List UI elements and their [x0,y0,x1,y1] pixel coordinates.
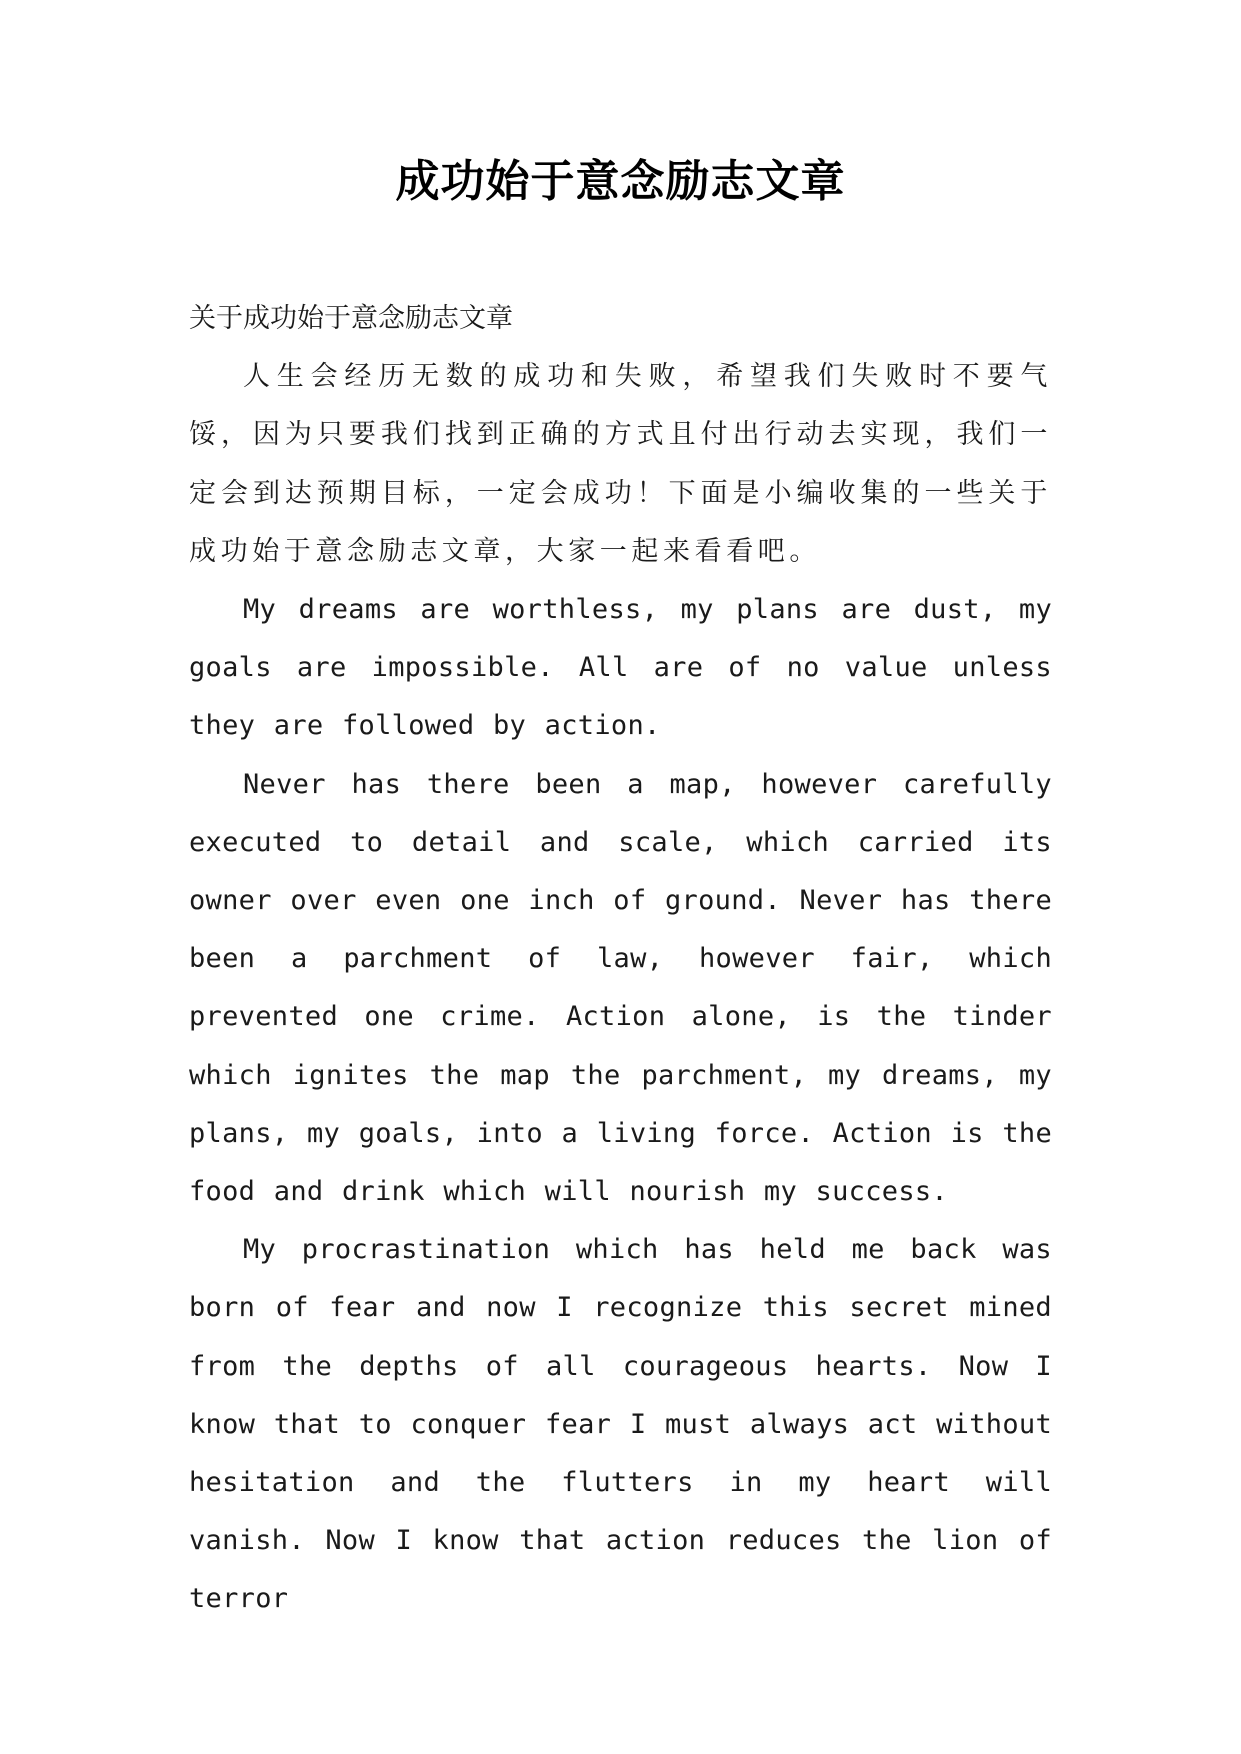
paragraph-dreams: My dreams are worthless, my plans are dust, my goals are impossible. All are of no value unless they are followed by action. [189,594,1052,742]
paragraph-procrastination: My procrastination which has held me back was born of fear and now I recognize this secret mined from the depths of all courageous hearts. Now I know that to conquer fear I must always act without hesitation and the flutters in my heart will vanish. Now I know that action reduces the lion of terror [189,1234,1052,1615]
document-body [189,290,1052,1629]
document-subtitle: 关于成功始于意念励志文章 [189,303,513,334]
document-title: 成功始于意念励志文章 [395,156,846,207]
paragraph-map: Never has there been a map, however carefully executed to detail and scale, which carried its owner over even one inch of ground. Never has there been a parchment of law, however fair, which prevented one crime. Action alone, is the tinder which ignites the map the parchment, my dreams, my plans, my goals, into a living force. Action is the food and drink which will nourish my success. [189,768,1052,1208]
paragraph-intro: 人生会经历无数的成功和失败，希望我们失败时不要气馁，因为只要我们找到正确的方式且付出行动去实现，我们一定会到达预期目标，一定会成功！下面是小编收集的一些关于成功始于意念励志文章，大家一起来看看吧。 [189,361,1052,567]
